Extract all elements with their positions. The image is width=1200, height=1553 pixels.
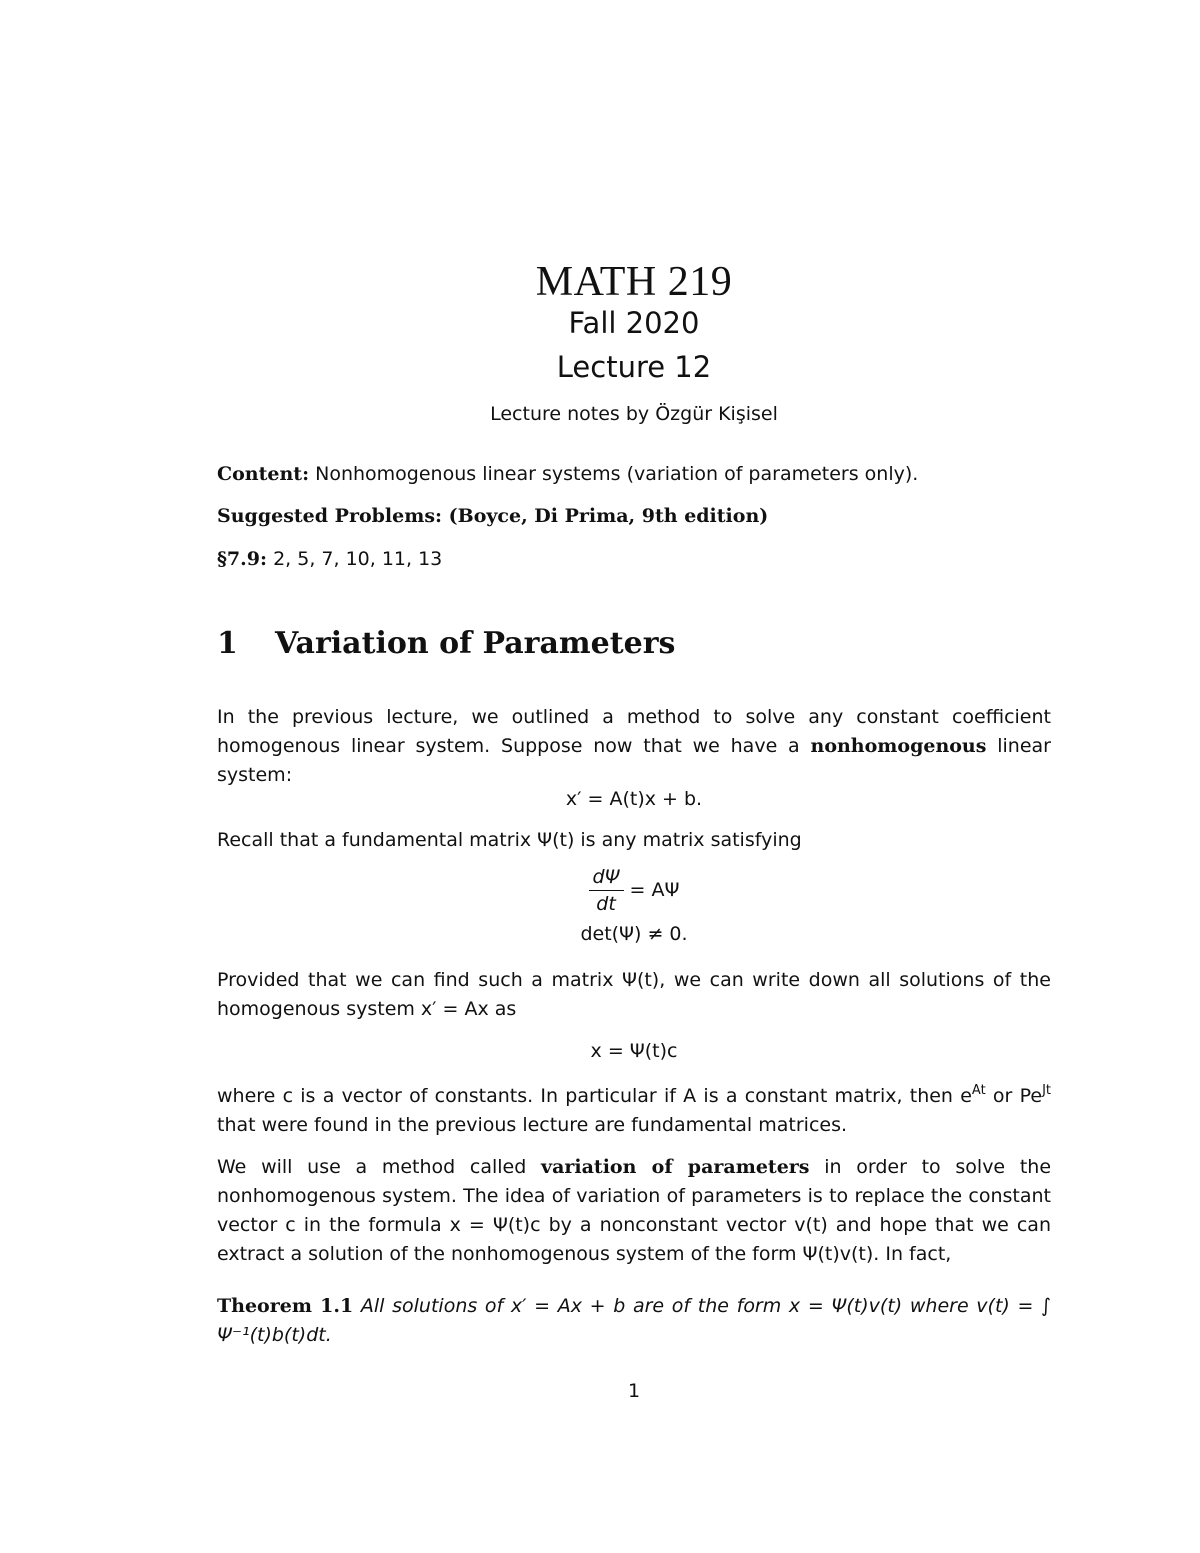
paragraph-constants-text: where c is a vector of constants. In particular if A is a constant matrix, then e	[217, 1085, 972, 1107]
fraction-numerator: dΨ	[589, 866, 624, 891]
author-line: Lecture notes by Özgür Kişisel	[490, 403, 778, 425]
exponent-Jt: Jt	[1042, 1083, 1052, 1098]
equation-general-solution: x = Ψ(t)c	[590, 1040, 678, 1062]
paragraph-constants-text-end: that were found in the previous lecture are fundamental matrices.	[217, 1114, 848, 1136]
paragraph-intro-text: In the previous lecture, we outlined a method to solve any constant coefficient homogenous linear system. Suppose now that we have a	[217, 706, 1051, 757]
paragraph-constants-text-mid: or Pe	[992, 1085, 1043, 1107]
suggested-problems-line	[217, 505, 768, 527]
course-title: MATH 219	[535, 259, 733, 305]
paragraph-fundamental-matrix: Recall that a fundamental matrix Ψ(t) is any matrix satisfying	[217, 829, 802, 851]
section-heading	[217, 626, 675, 661]
paragraph-method	[217, 1153, 1051, 1269]
content-label: Content:	[217, 463, 310, 485]
content-text: Nonhomogenous linear systems (variation of parameters only).	[315, 463, 919, 485]
equation-derivative	[217, 866, 1051, 915]
paragraph-intro-text-end: linear system:	[217, 735, 1051, 786]
equation-rhs: = AΨ	[629, 879, 680, 901]
page-number: 1	[627, 1380, 641, 1402]
paragraph-method-text-end: in order to solve the nonhomogenous system. The idea of variation of parameters is to replace the constant vector c in the formula x = Ψ(t)c by a nonconstant vector v(t) and hope that we can extract a solution of the nonhomogenous system of the form Ψ(t)v(t). In fact,	[217, 1156, 1052, 1265]
semester: Fall 2020	[568, 306, 700, 340]
paragraph-provided: Provided that we can find such a matrix Ψ(t), we can write down all solutions of the homogenous system x′ = Ax as	[217, 969, 1051, 1020]
theorem-label: Theorem 1.1	[217, 1295, 354, 1317]
paragraph-constants	[217, 1082, 1051, 1140]
lecture-number: Lecture 12	[556, 350, 712, 384]
term-variation-of-parameters: variation of parameters	[541, 1156, 810, 1178]
problem-numbers: 2, 5, 7, 10, 11, 13	[273, 548, 443, 570]
section-number: 1	[217, 626, 238, 661]
section-reference: §7.9:	[217, 548, 268, 570]
paragraph-intro	[217, 703, 1051, 790]
suggested-problems-label: Suggested Problems: (Boyce, Di Prima, 9th edition)	[217, 505, 769, 527]
theorem-block	[217, 1292, 1051, 1350]
section-title: Variation of Parameters	[275, 626, 676, 661]
exponent-At: At	[971, 1083, 986, 1098]
fraction	[589, 866, 624, 915]
fraction-denominator: dt	[596, 893, 616, 915]
equation-determinant: det(Ψ) ≠ 0.	[580, 923, 688, 945]
content-line	[217, 463, 918, 485]
term-nonhomogenous: nonhomogenous	[810, 735, 987, 757]
paragraph-method-text: We will use a method called	[217, 1156, 527, 1178]
theorem-statement: All solutions of x′ = Ax + b are of the form x = Ψ(t)v(t) where v(t) = ∫ Ψ⁻¹(t)b(t)dt.	[217, 1295, 1051, 1346]
equation-system: x′ = A(t)x + b.	[565, 788, 703, 810]
problem-list-line	[217, 548, 442, 570]
